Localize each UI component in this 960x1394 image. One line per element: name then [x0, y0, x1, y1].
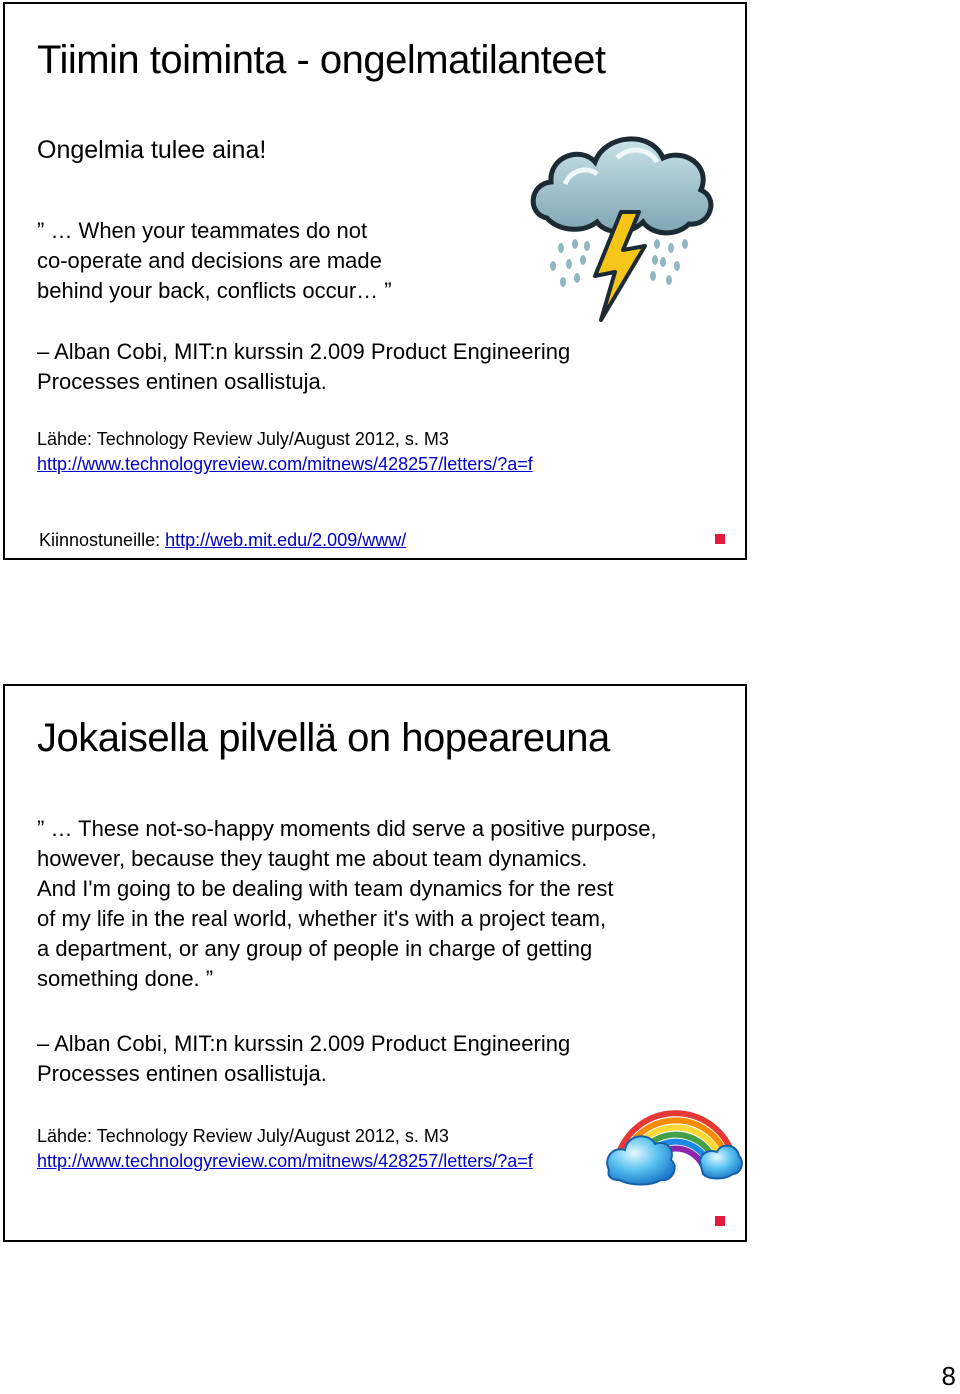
quote-attribution: – Alban Cobi, MIT:n kurssin 2.009 Product Engineering Processes entinen osallistuja.: [37, 339, 571, 394]
rainbow-cloud-icon: [605, 1074, 743, 1186]
slide-2: [3, 684, 747, 1242]
interested-line: [39, 528, 406, 552]
slide-subtitle: Ongelmia tulee aina!: [37, 136, 267, 164]
interested-label: Kiinnostuneille:: [39, 530, 166, 550]
page-number: 8: [941, 1361, 956, 1391]
source-label: Lähde: Technology Review July/August 2012, s. M3: [37, 429, 449, 449]
interested-link[interactable]: http://web.mit.edu/2.009/www/: [165, 530, 407, 550]
quote-text: ” … When your teammates do not co-operate and decisions are made behind your back, conflicts occur… ”: [37, 218, 392, 303]
source-link[interactable]: http://www.technologyreview.com/mitnews/428257/letters/?a=f: [37, 454, 533, 474]
quote-text: ” … These not-so-happy moments did serve a positive purpose, however, because they taught me about team dynamics. And I'm going to be dealing with team dynamics for the rest of my life in the real world, whether it's with a project team, a department, or any group of people in charge of getting something done. ”: [37, 816, 657, 991]
source-link[interactable]: http://www.technologyreview.com/mitnews/428257/letters/?a=f: [37, 1151, 533, 1171]
slide-marker: [715, 534, 725, 544]
slide-title: Jokaisella pilvellä on hopeareuna: [37, 716, 610, 760]
source-label: Lähde: Technology Review July/August 2012, s. M3: [37, 1126, 449, 1146]
slide-title: Tiimin toiminta - ongelmatilanteet: [37, 38, 606, 82]
storm-cloud-icon: [525, 126, 717, 326]
quote-attribution: – Alban Cobi, MIT:n kurssin 2.009 Product Engineering Processes entinen osallistuja.: [37, 1031, 571, 1086]
slide-marker: [715, 1216, 725, 1226]
slide-1: [3, 2, 747, 560]
